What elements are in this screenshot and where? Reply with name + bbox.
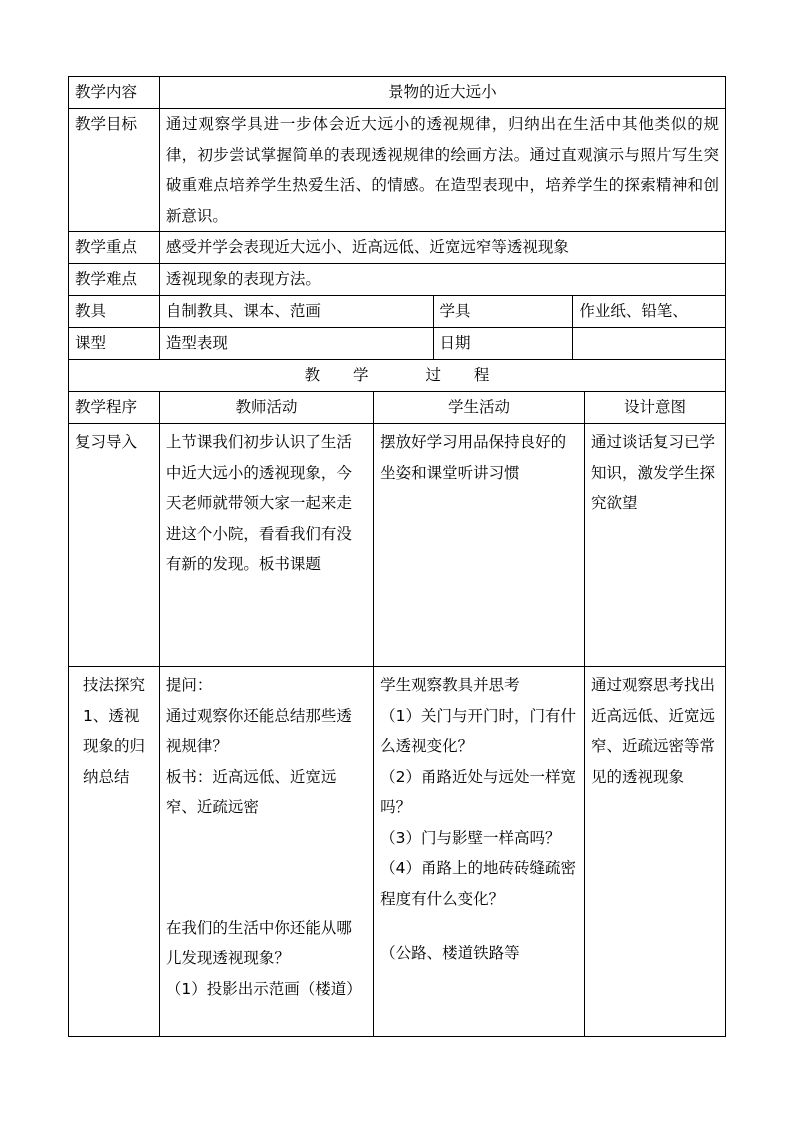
aids-value: 自制教具、课本、范画 xyxy=(159,296,433,328)
technique-design: 通过观察思考找出近高远低、近宽远窄、近疏远密等常见的透视现象 xyxy=(584,667,725,1037)
date-label: 日期 xyxy=(433,328,573,360)
content-value: 景物的近大远小 xyxy=(159,77,725,109)
content-label: 教学内容 xyxy=(69,77,160,109)
row-goal xyxy=(69,109,726,232)
date-value xyxy=(573,328,726,360)
teacher-line-1: 提问： xyxy=(165,676,213,694)
student-line-1: 学生观察教具并思考 xyxy=(380,676,520,694)
technique-program xyxy=(69,667,160,1037)
teacher-line-4: 在我们的生活中你还能从哪儿发现透视现象？ xyxy=(165,918,352,967)
technique-student xyxy=(374,667,585,1037)
row-key xyxy=(69,232,726,264)
aids-label: 教具 xyxy=(69,296,160,328)
review-teacher: 上节课我们初步认识了生活中近大远小的透视现象，今天老师就带领大家一起来走进这个小院，看看我们有没有新的发现。板书课题 xyxy=(159,424,373,667)
row-aids xyxy=(69,296,726,328)
row-column-headers xyxy=(69,392,726,424)
process-char-3: 过 xyxy=(425,366,441,384)
technique-program-text: 技法探究 1、透视现象的归纳总结 xyxy=(83,676,146,786)
student-line-4: （3）门与影壁一样高吗？ xyxy=(380,828,561,847)
student-line-5: （4）甬路上的地砖砖缝疏密程度有什么变化？ xyxy=(380,859,577,908)
lesson-plan-table xyxy=(68,76,726,1037)
row-type xyxy=(69,328,726,360)
difficulty-label: 教学难点 xyxy=(69,264,160,296)
key-label: 教学重点 xyxy=(69,232,160,264)
row-content xyxy=(69,77,726,109)
type-label: 课型 xyxy=(69,328,160,360)
col-student: 学生活动 xyxy=(374,392,585,424)
teacher-line-3: 板书：近高远低、近宽远窄、近疏远密 xyxy=(165,767,337,816)
student-aids-value: 作业纸、铅笔、 xyxy=(573,296,726,328)
teacher-line-2: 通过观察你还能总结那些透视规律？ xyxy=(165,706,352,755)
type-value: 造型表现 xyxy=(159,328,433,360)
goal-label: 教学目标 xyxy=(69,109,160,232)
row-difficulty xyxy=(69,264,726,296)
review-student: 摆放好学习用品保持良好的坐姿和课堂听讲习惯 xyxy=(374,424,585,667)
key-value: 感受并学会表现近大远小、近高远低、近宽远窄等透视现象 xyxy=(159,232,725,264)
row-review xyxy=(69,424,726,667)
spacer xyxy=(166,823,367,913)
process-char-2: 学 xyxy=(353,366,369,384)
goal-value: 通过观察学具进一步体会近大远小的透视规律，归纳出在生活中其他类似的规律，初步尝试掌握简单的表现透视规律的绘画方法。通过直观演示与照片写生突破重难点培养学生热爱生活、的情感。在造型表现中，培养学生的探索精神和创新意识。 xyxy=(159,109,725,232)
review-program: 复习导入 xyxy=(69,424,160,667)
col-teacher: 教师活动 xyxy=(159,392,373,424)
technique-teacher xyxy=(159,667,373,1037)
row-process-title xyxy=(69,360,726,392)
student-line-3: （2）甬路近处与远处一样宽吗？ xyxy=(380,767,577,816)
spacer xyxy=(380,914,578,938)
student-line-2: （1）关门与开门时，门有什么透视变化？ xyxy=(380,706,577,755)
student-line-6: （公路、楼道铁路等 xyxy=(380,944,520,962)
difficulty-value: 透视现象的表现方法。 xyxy=(159,264,725,296)
teacher-line-5: （1）投影出示范画（楼道） xyxy=(165,979,362,998)
student-aids-label: 学具 xyxy=(433,296,573,328)
review-design: 通过谈话复习已学知识，激发学生探究欲望 xyxy=(584,424,725,667)
row-technique xyxy=(69,667,726,1037)
col-design: 设计意图 xyxy=(584,392,725,424)
process-char-4: 程 xyxy=(473,366,490,384)
col-program: 教学程序 xyxy=(69,392,160,424)
process-char-1: 教 xyxy=(304,366,321,384)
process-title xyxy=(69,360,726,392)
